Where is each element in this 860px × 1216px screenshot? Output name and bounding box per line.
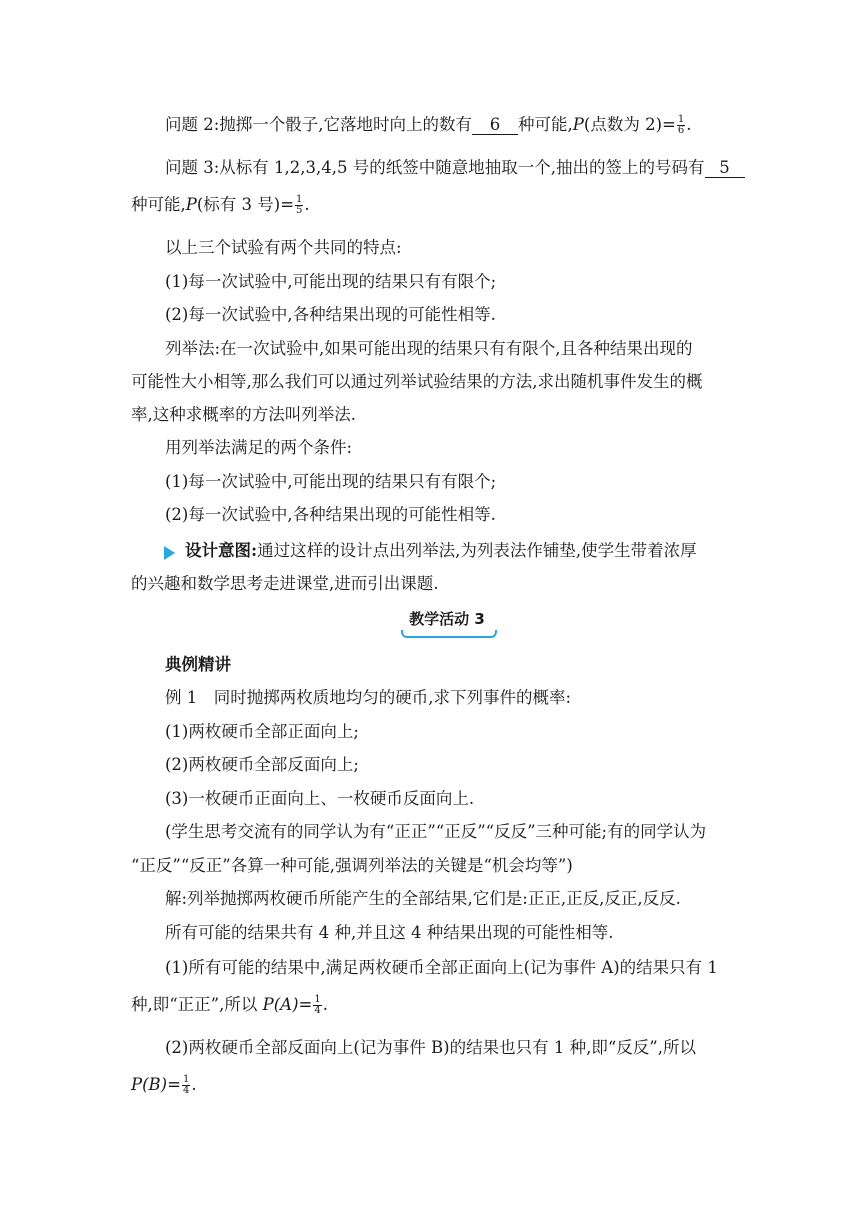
example-1-part-2: (2)两枚硬币全部反面向上; xyxy=(165,755,359,774)
q3-fraction xyxy=(295,195,303,216)
a1-num: 1 xyxy=(314,994,321,1005)
design-intent-line1 xyxy=(185,540,697,562)
q3-paren: (标有 3 号)= xyxy=(196,195,295,214)
condition-1: (1)每一次试验中,可能出现的结果只有有限个; xyxy=(165,472,497,491)
all-outcomes-line: 所有可能的结果共有 4 种,并且这 4 种结果出现的可能性相等. xyxy=(165,923,614,942)
badge-underline xyxy=(401,630,497,638)
question-3-line2 xyxy=(131,194,310,216)
enum-def-line1: 列举法:在一次试验中,如果可能出现的结果只有有限个,且各种结果出现的 xyxy=(165,339,693,358)
conditions-intro: 用列举法满足的两个条件: xyxy=(165,438,353,457)
a2-pb: P(B)= xyxy=(131,1075,181,1094)
a2-den: 4 xyxy=(182,1085,190,1096)
q2-text: 问题 2:抛掷一个骰子,它落地时向上的数有 xyxy=(165,115,473,134)
answer-2-line2 xyxy=(131,1074,197,1096)
a2-end: . xyxy=(191,1075,197,1094)
q2-num: 1 xyxy=(677,114,685,125)
design-label: 设计意图: xyxy=(185,541,258,560)
section-title: 典例精讲 xyxy=(165,655,231,674)
q3-den: 5 xyxy=(296,205,303,216)
question-3-line1 xyxy=(165,157,745,179)
q3-end: . xyxy=(304,195,310,214)
example-1-part-1: (1)两枚硬币全部正面向上; xyxy=(165,722,359,741)
a1-den: 4 xyxy=(314,1005,321,1016)
answer-1-line1: (1)所有可能的结果中,满足两枚硬币全部正面向上(记为事件 A)的结果只有 1 xyxy=(165,958,718,977)
enum-def-line3: 率,这种求概率的方法叫列举法. xyxy=(131,405,356,424)
q3-text-b: 种可能, xyxy=(131,195,186,214)
a2-num: 1 xyxy=(182,1074,190,1085)
q3-blank: 5 xyxy=(705,159,745,178)
q2-fraction xyxy=(677,115,685,136)
example-1: 例 1 同时抛掷两枚质地均匀的硬币,求下列事件的概率: xyxy=(165,688,572,707)
common-intro: 以上三个试验有两个共同的特点: xyxy=(165,238,402,257)
q2-blank: 6 xyxy=(472,116,518,135)
q3-num: 1 xyxy=(296,194,303,205)
a2-fraction xyxy=(182,1075,190,1096)
q2-end: . xyxy=(686,115,692,134)
example-1-part-3: (3)一枚硬币正面向上、一枚硬币反面向上. xyxy=(165,789,475,808)
a1-pa: P(A)= xyxy=(262,995,313,1014)
note-line1: (学生思考交流有的同学认为有“正正”“正反”“反反”三种可能;有的同学认为 xyxy=(165,822,707,841)
a1-end: . xyxy=(322,995,328,1014)
question-2 xyxy=(165,114,691,136)
note-line2: “正反”“反正”各算一种可能,强调列举法的关键是“机会均等”) xyxy=(131,856,573,875)
a1-fraction xyxy=(313,995,321,1016)
a1-text: 种,即“正正”,所以 xyxy=(131,995,263,1014)
q2-p: P xyxy=(572,115,584,134)
common-point-1: (1)每一次试验中,可能出现的结果只有有限个; xyxy=(165,272,497,291)
q2-den: 6 xyxy=(677,125,685,136)
answer-2-line1: (2)两枚硬币全部反面向上(记为事件 B)的结果也只有 1 种,即“反反”,所以 xyxy=(165,1038,696,1057)
activity-badge: 教学活动 3 xyxy=(409,610,485,628)
solution-line: 解:列举抛掷两枚硬币所能产生的全部结果,它们是:正正,正反,反正,反反. xyxy=(165,889,681,908)
enum-def-line2: 可能性大小相等,那么我们可以通过列举试验结果的方法,求出随机事件发生的概 xyxy=(131,372,703,391)
answer-1-line2 xyxy=(131,994,328,1016)
common-point-2: (2)每一次试验中,各种结果出现的可能性相等. xyxy=(165,305,496,324)
q3-text: 问题 3:从标有 1,2,3,4,5 号的纸签中随意地抽取一个,抽出的签上的号码有 xyxy=(165,158,705,177)
design-text: 通过这样的设计点出列举法,为列表法作铺垫,使学生带着浓厚 xyxy=(257,541,697,560)
q2-text-b: 种可能, xyxy=(518,115,573,134)
condition-2: (2)每一次试验中,各种结果出现的可能性相等. xyxy=(165,505,496,524)
q2-paren: (点数为 2)= xyxy=(583,115,676,134)
design-intent-line2: 的兴趣和数学思考走进课堂,进而引出课题. xyxy=(131,574,439,593)
triangle-marker-icon xyxy=(164,546,175,560)
q3-p: P xyxy=(185,195,197,214)
